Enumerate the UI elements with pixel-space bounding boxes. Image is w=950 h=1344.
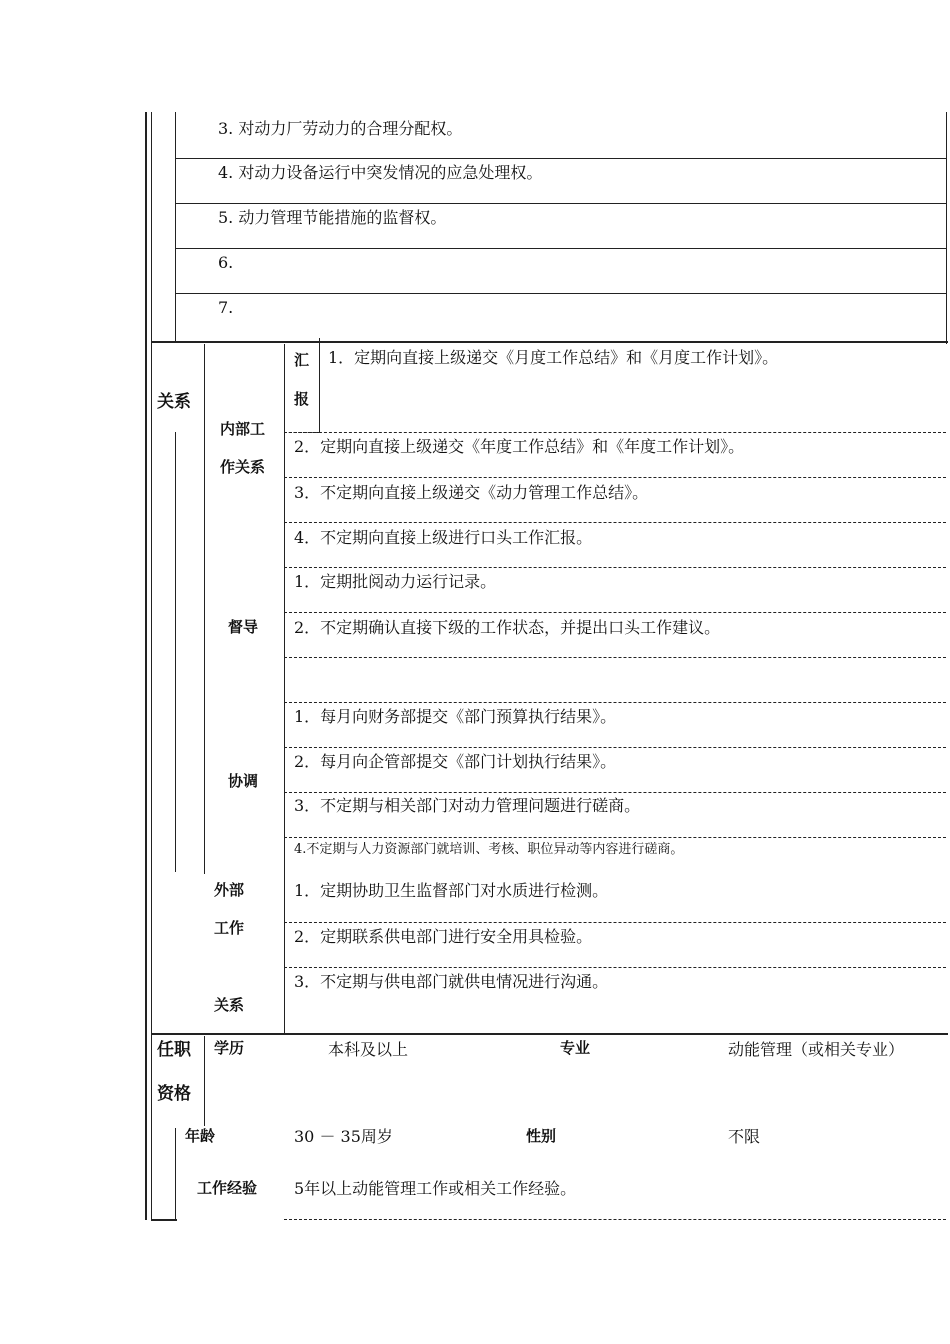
external-item: 3．不定期与供电部门就供电情况进行沟通。: [294, 972, 609, 991]
major-label: 专业: [560, 1039, 591, 1057]
relations-title: 关系: [157, 392, 191, 412]
internal-relations-label-2: [220, 457, 265, 477]
experience-label: 工作经验: [197, 1179, 258, 1197]
qualifications-title-line2: 资格: [157, 1084, 191, 1104]
gender-value: 不限: [728, 1127, 761, 1146]
education-label: 学历: [214, 1039, 245, 1057]
rights-item: 3. 对动力厂劳动力的合理分配权。: [218, 119, 463, 138]
supervise-label: 督导: [228, 618, 259, 636]
coordinate-item: 4.不定期与人力资源部门就培训、考核、职位异动等内容进行磋商。: [294, 842, 684, 857]
internal-relations-label: [220, 419, 265, 439]
major-value: 动能管理（或相关专业）: [728, 1040, 905, 1059]
age-label: 年龄: [185, 1127, 216, 1145]
rights-item: 7.: [218, 298, 234, 317]
rights-item: 4. 对动力设备运行中突发情况的应急处理权。: [218, 163, 543, 182]
internal-label-line2: 作关系: [220, 458, 266, 476]
external-item: 2．定期联系供电部门进行安全用具检验。: [294, 927, 593, 946]
coordinate-item: 1．每月向财务部提交《部门预算执行结果》。: [294, 707, 617, 726]
internal-label-line1: 内部工: [220, 420, 266, 438]
experience-value: 5年以上动能管理工作或相关工作经验。: [294, 1179, 577, 1198]
report-item: 1．定期向直接上级递交《月度工作总结》和《月度工作计划》。: [328, 348, 779, 367]
supervise-item: 2．不定期确认直接下级的工作状态，并提出口头工作建议。: [294, 618, 721, 637]
qualifications-title-line1: 任职: [157, 1040, 191, 1060]
gender-label: 性别: [526, 1127, 557, 1145]
report-item: 3．不定期向直接上级递交《动力管理工作总结》。: [294, 483, 649, 502]
rights-item: 6.: [218, 253, 234, 272]
external-label-line3: 关系: [214, 996, 245, 1014]
age-value: 30 － 35周岁: [294, 1127, 393, 1146]
education-value: 本科及以上: [328, 1040, 409, 1059]
external-label-line2: 工作: [214, 919, 245, 937]
report-label: 报: [294, 390, 310, 408]
report-label: 汇: [294, 351, 310, 369]
supervise-item: 1．定期批阅动力运行记录。: [294, 572, 497, 591]
coordinate-item: 3．不定期与相关部门对动力管理问题进行磋商。: [294, 796, 641, 815]
report-item: 2．定期向直接上级递交《年度工作总结》和《年度工作计划》。: [294, 437, 745, 456]
external-label-line1: 外部: [214, 881, 245, 899]
coordinate-item: 2．每月向企管部提交《部门计划执行结果》。: [294, 752, 617, 771]
rights-item: 5. 动力管理节能措施的监督权。: [218, 208, 447, 227]
report-item: 4．不定期向直接上级进行口头工作汇报。: [294, 528, 593, 547]
external-item: 1．定期协助卫生监督部门对水质进行检测。: [294, 881, 609, 900]
coordinate-label: 协调: [228, 772, 259, 790]
